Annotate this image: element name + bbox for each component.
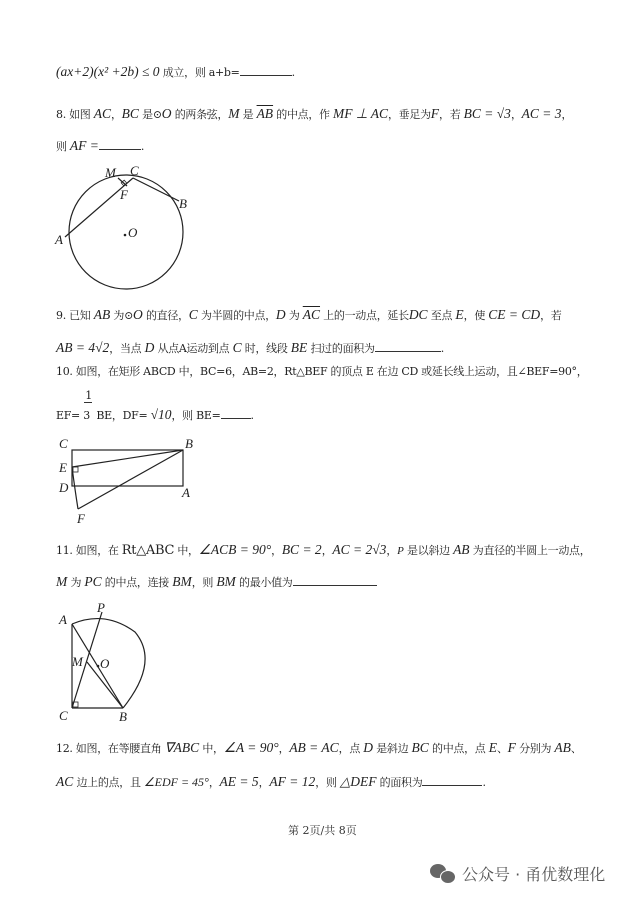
q12-m: △DEF bbox=[339, 774, 377, 789]
q10-t: EF= bbox=[56, 409, 84, 422]
q9-line1 bbox=[56, 305, 562, 326]
label-o: O bbox=[128, 225, 138, 240]
q9-t: 扫过的面积为 bbox=[307, 342, 375, 355]
fraction-numerator: 1 bbox=[85, 389, 92, 402]
q10-t: BE，DF= bbox=[93, 409, 151, 422]
q12-t: 的面积为 bbox=[376, 776, 423, 789]
q8-t: 则 bbox=[56, 140, 70, 153]
q11-line2 bbox=[56, 572, 377, 593]
q9-m: C bbox=[232, 340, 242, 355]
q11-t: ， bbox=[321, 544, 333, 557]
q12-m: AB bbox=[554, 740, 571, 755]
q7-end: . bbox=[291, 66, 295, 79]
q9-t: 上的一动点，延长 bbox=[320, 309, 409, 322]
right-angle-mark bbox=[73, 467, 78, 472]
q9-t: 为⊙ bbox=[110, 309, 134, 322]
q11-t: ， bbox=[386, 544, 398, 557]
label-f: F bbox=[120, 187, 128, 202]
q11-m: PC bbox=[84, 574, 102, 589]
q12-t: ，则 bbox=[315, 776, 340, 789]
q8-t: 的中点，作 bbox=[273, 108, 333, 121]
q12-m: ∇ABC bbox=[164, 740, 200, 755]
q9-t: ，若 bbox=[540, 309, 562, 322]
q8-m: F bbox=[430, 106, 440, 121]
q12-t: 、 bbox=[570, 742, 582, 755]
q11-m: P bbox=[397, 545, 404, 557]
q10-figure bbox=[55, 435, 205, 525]
center-dot bbox=[97, 665, 100, 668]
q11-t: 中， bbox=[174, 544, 199, 557]
q9-t: . bbox=[440, 342, 444, 355]
center-dot bbox=[124, 234, 127, 237]
q8-line2 bbox=[56, 136, 144, 157]
q10-m: √10 bbox=[150, 407, 172, 422]
label-p: P bbox=[97, 600, 105, 615]
q8-m: M bbox=[228, 106, 240, 121]
q12-m: AF = 12 bbox=[269, 774, 316, 789]
answer-blank bbox=[375, 339, 441, 352]
q7-text: 成立，则 a+b= bbox=[159, 66, 240, 79]
q11-t: 的最小值为 bbox=[235, 576, 293, 589]
q12-t: 中， bbox=[199, 742, 224, 755]
watermark bbox=[430, 862, 605, 885]
answer-blank bbox=[422, 773, 482, 786]
fraction-bar bbox=[84, 402, 92, 403]
q8-m: MF ⊥ AC bbox=[332, 106, 388, 121]
label-m: M bbox=[105, 165, 116, 180]
q12-t: 是斜边 bbox=[373, 742, 412, 755]
q12-line1 bbox=[56, 738, 582, 759]
segment-bf bbox=[78, 450, 183, 509]
q12-t: 12. 如图，在等腰直角 bbox=[56, 742, 165, 755]
q11-t: 的中点，连接 bbox=[101, 576, 173, 589]
q12-t: 边上的点，且 bbox=[73, 776, 144, 789]
q12-m: ∠A = 90° bbox=[223, 740, 279, 755]
label-e: E bbox=[59, 460, 67, 475]
q7-expression: (ax+2)(x² +2b) ≤ 0 bbox=[56, 64, 160, 79]
q11-m: BC = 2 bbox=[281, 542, 322, 557]
q8-t: ， bbox=[510, 108, 522, 121]
q12-t: ， bbox=[258, 776, 270, 789]
q11-figure bbox=[55, 602, 165, 722]
q12-t: ，点 bbox=[338, 742, 364, 755]
q8-m: O bbox=[161, 106, 172, 121]
q11-m: BM bbox=[172, 574, 192, 589]
q9-m: O bbox=[133, 307, 143, 322]
q9-line2 bbox=[56, 338, 444, 359]
q12-t: ， bbox=[278, 742, 290, 755]
q10-t: . bbox=[250, 409, 254, 422]
label-c: C bbox=[130, 163, 139, 178]
q8-m: AC bbox=[93, 106, 111, 121]
q12-m: ∠EDF = 45° bbox=[143, 775, 209, 789]
q8-figure bbox=[55, 165, 205, 305]
q9-t: 至点 bbox=[427, 309, 456, 322]
q12-m: F bbox=[507, 740, 516, 755]
q9-m: DC bbox=[408, 307, 428, 322]
q12-t: 、 bbox=[496, 742, 508, 755]
q8-m: AC = 3 bbox=[521, 106, 562, 121]
q12-t: 的中点，点 bbox=[428, 742, 489, 755]
q11-t: ， bbox=[271, 544, 282, 557]
q8-t: ，垂足为 bbox=[387, 108, 431, 121]
label-b: B bbox=[185, 436, 193, 451]
q9-m: BE bbox=[290, 340, 308, 355]
q11-t: 为直径的半圆上一动点， bbox=[469, 544, 591, 557]
q8-arc: $\overline{AB}$ bbox=[256, 106, 274, 121]
q9-t: 9. 已知 bbox=[56, 309, 94, 322]
q12-m: D bbox=[363, 740, 374, 755]
label-a: A bbox=[182, 485, 190, 500]
q9-t: ，当点 bbox=[109, 342, 145, 355]
fraction-denominator: 3 bbox=[83, 409, 90, 422]
q9-m: E bbox=[455, 307, 464, 322]
q12-t: . bbox=[482, 776, 486, 789]
q9-m: D bbox=[275, 307, 286, 322]
q11-t: ，则 bbox=[191, 576, 217, 589]
q8-t: 是⊙ bbox=[138, 108, 162, 121]
q9-m: CE = CD bbox=[488, 307, 541, 322]
label-c: C bbox=[59, 708, 68, 723]
watermark-text: 公众号 · 甬优数理化 bbox=[462, 865, 606, 884]
q11-line1 bbox=[56, 540, 590, 561]
page-number: 第 2页/共 8页 bbox=[288, 824, 357, 837]
q9-arc: $\overline{AC}$ bbox=[302, 307, 321, 322]
q9-m: AB bbox=[93, 307, 111, 322]
q11-m: AB bbox=[453, 542, 470, 557]
q8-t: ，若 bbox=[439, 108, 464, 121]
label-b: B bbox=[119, 709, 127, 724]
q8-t: ， bbox=[561, 108, 573, 121]
answer-blank bbox=[221, 406, 251, 419]
segment-eb bbox=[72, 450, 183, 467]
q12-m: AE = 5 bbox=[219, 774, 259, 789]
q7-tail bbox=[56, 62, 295, 83]
q11-t: 是以斜边 bbox=[403, 544, 454, 557]
q10-line1: 10. 如图，在矩形 ABCD 中，BC=6，AB=2，Rt△BEF 的顶点 E 在边 CD 或延长线上运动，且∠BEF=90°， bbox=[56, 365, 588, 378]
q12-line2 bbox=[56, 772, 486, 793]
q12-m: BC bbox=[411, 740, 429, 755]
q8-m: BC bbox=[121, 106, 139, 121]
q12-t: ， bbox=[208, 776, 220, 789]
q8-m: BC = √3 bbox=[463, 106, 511, 121]
q10-t: ，则 BE= bbox=[171, 409, 221, 422]
segment-ef bbox=[72, 467, 78, 509]
q12-t: 分别为 bbox=[515, 742, 555, 755]
q12-m: AC bbox=[56, 774, 74, 789]
q9-t: 时，线段 bbox=[241, 342, 291, 355]
q11-triangle: Rt△ABC bbox=[121, 543, 175, 558]
label-c: C bbox=[59, 436, 68, 451]
q11-m: M bbox=[56, 574, 68, 589]
q9-t: 为半圆的中点， bbox=[197, 309, 276, 322]
q8-t: 是 bbox=[239, 108, 257, 121]
label-b: B bbox=[179, 196, 187, 211]
answer-blank bbox=[240, 63, 292, 76]
wechat-icon bbox=[430, 864, 456, 884]
label-f: F bbox=[77, 511, 85, 526]
fraction-one-third bbox=[83, 389, 93, 426]
q9-t: 的直径， bbox=[142, 309, 189, 322]
q9-t: 从点A运动到点 bbox=[154, 342, 233, 355]
label-a: A bbox=[55, 232, 63, 247]
q9-t: 为 bbox=[285, 309, 303, 322]
answer-blank bbox=[99, 137, 141, 150]
q9-m: C bbox=[188, 307, 198, 322]
chord-bc bbox=[133, 178, 179, 201]
answer-blank bbox=[293, 573, 377, 586]
label-m: M bbox=[72, 654, 83, 669]
q8-t: 8. 如图 bbox=[56, 108, 94, 121]
q12-m: AB = AC bbox=[289, 740, 339, 755]
label-o: O bbox=[100, 656, 110, 671]
q8-t: . bbox=[140, 140, 145, 153]
q8-m: AF = bbox=[69, 138, 99, 153]
q8-t: 的两条弦， bbox=[171, 108, 229, 121]
label-d: D bbox=[59, 480, 69, 495]
label-a: A bbox=[59, 612, 67, 627]
q11-m: AC = 2√3 bbox=[332, 542, 387, 557]
q11-m: ∠ACB = 90° bbox=[198, 542, 272, 557]
q11-m: BM bbox=[216, 574, 236, 589]
q8-t: ， bbox=[110, 108, 122, 121]
q12-m: E bbox=[488, 740, 497, 755]
q9-m: D bbox=[144, 340, 155, 355]
q9-t: ，使 bbox=[463, 309, 489, 322]
wechat-bubble-small bbox=[440, 870, 456, 884]
q8-line1 bbox=[56, 104, 572, 125]
q11-t: 为 bbox=[67, 576, 85, 589]
q11-t: 11. 如图，在 bbox=[56, 544, 122, 557]
q9-m: AB = 4√2 bbox=[56, 340, 110, 355]
q10-line2 bbox=[56, 389, 254, 426]
